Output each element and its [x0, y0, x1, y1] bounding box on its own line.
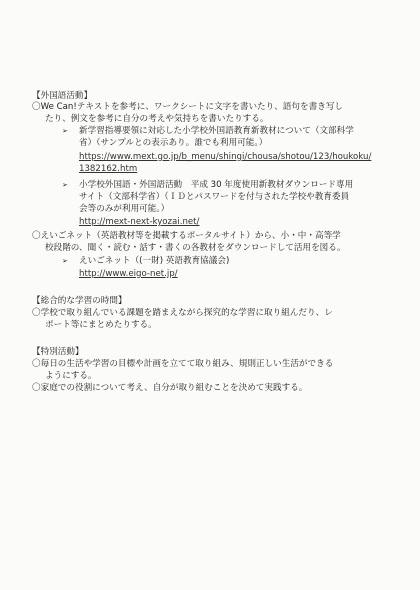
- foreign-bullet-1-line-2: たり、例文を参考に自分の考えや気持ちを書いたりする。: [45, 114, 269, 124]
- mext-next-kyozai-link[interactable]: http://mext-next-kyozai.net/: [79, 217, 200, 227]
- arrow-bullet-icon: ➢: [62, 127, 68, 135]
- mext-link-line-1[interactable]: https://www.mext.go.jp/b_menu/shingi/chousa/shotou/123/houkoku/: [79, 152, 372, 162]
- section-heading-special: 【特別活動】: [32, 347, 84, 357]
- foreign-bullet-2-line-2: 校段階の、聞く・読む・話す・書くの各教材をダウンロードして活用を図る。: [45, 243, 346, 253]
- special-line-2: ようにする。: [45, 371, 97, 381]
- foreign-bullet-2-line-1: 〇えいごネット（英語教材等を掲載するポータルサイト）から、小・中・高等学: [32, 231, 341, 241]
- arrow-bullet-icon: ➢: [62, 257, 68, 265]
- sub-item-1-line-2: 省）（サンプルとの表示あり。誰でも利用可能。）: [79, 138, 268, 148]
- sub-item-2-line-1: 小学校外国語・外国語活動 平成 30 年度使用新教材ダウンロード専用: [79, 180, 354, 190]
- section-heading-foreign: 【外国語活動】: [32, 91, 93, 101]
- special-line-1: 〇毎日の生活や学習の目標や計画を立てて取り組み、規則正しい生活ができる: [32, 359, 334, 369]
- sub-item-2-line-3: 会等のみが利用可能。）: [79, 204, 170, 214]
- integrated-line-1: 〇学校で取り組んでいる課題を踏まえながら探究的な学習に取り組んだり、レ: [32, 308, 333, 318]
- eigo-net-link[interactable]: http://www.eigo-net.jp/: [79, 269, 178, 279]
- sub-item-2-line-2: サイト（文部科学省）（ＩＤとパスワードを付与された学校や教育委員: [79, 192, 350, 202]
- foreign-bullet-1-line-1: 〇We Can!テキストを参考に、ワークシートに文字を書いたり、語句を書き写し: [32, 102, 344, 112]
- arrow-bullet-icon: ➢: [62, 181, 68, 189]
- special-line-3: 〇家庭での役割について考え、自分が取り組むことを決めて実践する。: [32, 383, 308, 393]
- sub-item-3-line-1: えいごネット（(一財) 英語教育協議会): [79, 256, 230, 266]
- mext-link-line-2[interactable]: 1382162.htm: [79, 164, 138, 174]
- integrated-line-2: ポート等にまとめたりする。: [45, 320, 157, 330]
- sub-item-1-line-1: 新学習指導要領に対応した小学校外国語教育新教材について（文部科学: [79, 126, 354, 136]
- section-heading-integrated: 【総合的な学習の時間】: [32, 296, 127, 306]
